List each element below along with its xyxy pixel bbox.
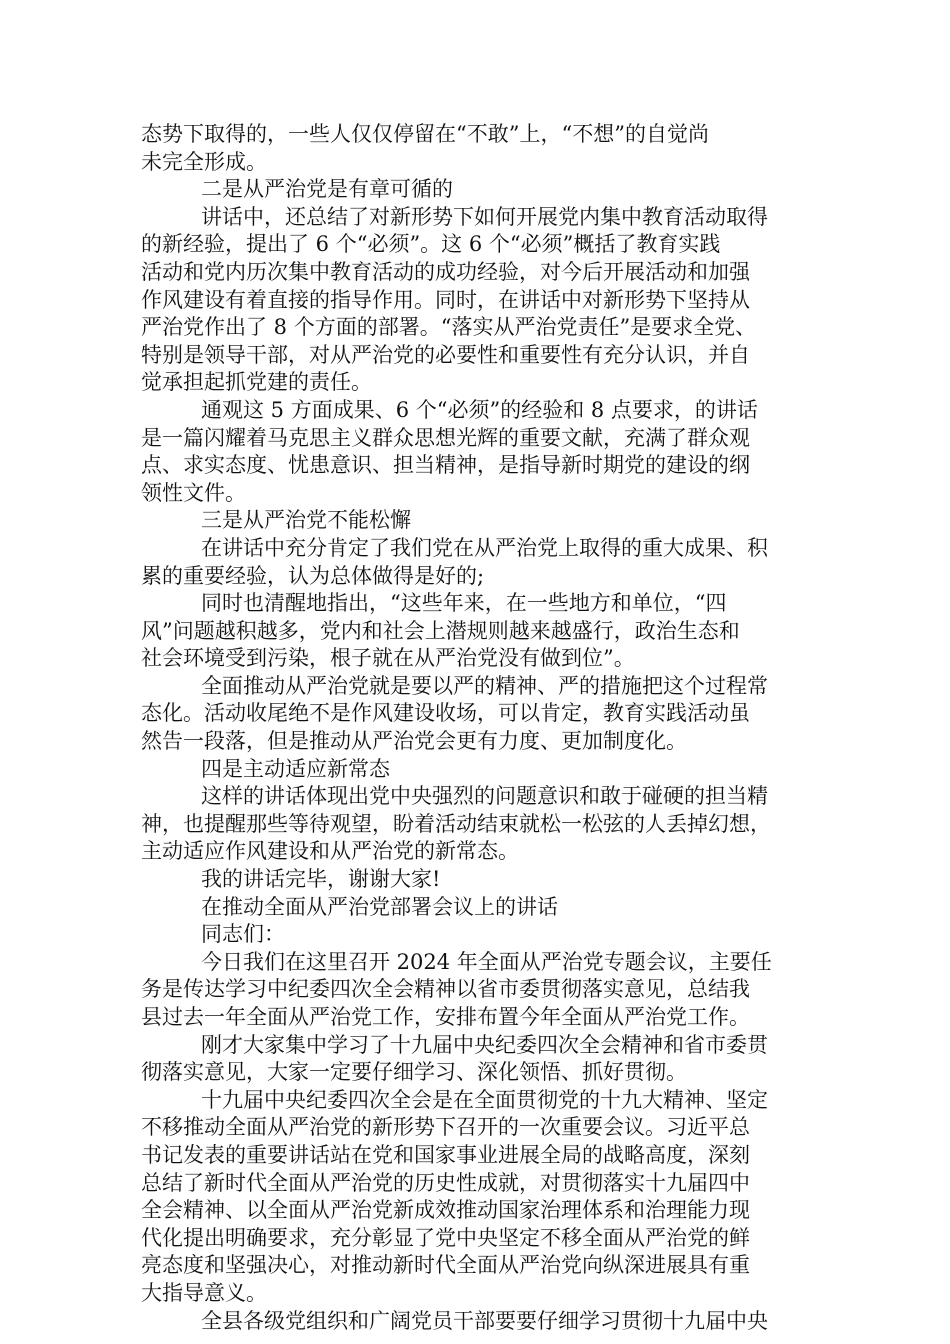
text-line: 然告一段落，但是推动从严治党会更有力度、更加制度化。: [141, 729, 687, 754]
text-line: 务是传达学习中纪委四次全会精神以省市委贯彻落实意见，总结我: [141, 977, 750, 1002]
text-line: 领性文件。: [141, 480, 246, 505]
text-line: 主动适应作风建设和从严治党的新常态。: [141, 839, 519, 864]
text-line: 代化提出明确要求，充分彰显了党中央坚定不移全面从严治党的鲜: [141, 1225, 750, 1250]
text-line: 全面推动从严治党就是要以严的精神、严的措施把这个过程常: [201, 673, 768, 698]
text-line: 通观这 5 方面成果、6 个“必须”的经验和 8 点要求，的讲话: [201, 397, 758, 422]
text-line: 风”问题越积越多，党内和社会上潜规则越来越盛行，政治生态和: [141, 618, 740, 643]
text-line: 今日我们在这里召开 2024 年全面从严治党专题会议，主要任: [201, 949, 772, 974]
text-line: 社会环境受到污染，根子就在从严治党没有做到位”。: [141, 646, 635, 671]
text-line: 不移推动全面从严治党的新形势下召开的一次重要会议。习近平总: [141, 1115, 750, 1140]
text-line: 亮态度和坚强决心，对推动新时代全面从严治党向纵深进展具有重: [141, 1253, 750, 1278]
text-line: 书记发表的重要讲话站在党和国家事业进展全局的战略高度，深刻: [141, 1142, 750, 1167]
text-line: 严治党作出了 8 个方面的部署。“落实从严治党责任”是要求全党、: [141, 315, 757, 340]
text-line: 这样的讲话体现出党中央强烈的问题意识和敢于碰硬的担当精: [201, 784, 768, 809]
text-line: 三是从严治党不能松懈: [201, 508, 411, 533]
text-line: 我的讲话完毕，谢谢大家!: [201, 867, 441, 892]
text-line: 特别是领导干部，对从严治党的必要性和重要性有充分认识，并自: [141, 342, 750, 367]
text-line: 十九届中央纪委四次全会是在全面贯彻党的十九大精神、坚定: [201, 1087, 768, 1112]
text-line: 态势下取得的，一些人仅仅停留在“不敢”上，“不想”的自觉尚: [141, 122, 709, 146]
text-line: 全县各级党组织和广阔党员干部要要仔细学习贯彻十九届中央: [201, 1308, 768, 1333]
text-line: 是一篇闪耀着马克思主义群众思想光辉的重要文献，充满了群众观: [141, 425, 750, 450]
text-line: 同时也清醒地指出，“这些年来，在一些地方和单位，“四: [201, 591, 727, 616]
text-line: 总结了新时代全面从严治党的历史性成就，对贯彻落实十九届四中: [141, 1170, 750, 1195]
text-line: 作风建设有着直接的指导作用。同时，在讲话中对新形势下坚持从: [141, 287, 750, 312]
text-line: 累的重要经验，认为总体做得是好的;: [141, 563, 485, 588]
text-line: 活动和党内历次集中教育活动的成功经验，对今后开展活动和加强: [141, 259, 750, 284]
document-page: [141, 121, 811, 1335]
text-line: 刚才大家集中学习了十九届中央纪委四次全会精神和省市委贯: [201, 1032, 768, 1057]
text-line: 在推动全面从严治党部署会议上的讲话: [201, 894, 558, 919]
text-line: 彻落实意见，大家一定要仔细学习、深化领悟、抓好贯彻。: [141, 1060, 687, 1085]
text-line: 县过去一年全面从严治党工作，安排布置今年全面从严治党工作。: [141, 1005, 750, 1029]
text-line: 神，也提醒那些等待观望，盼着活动结束就松一松弦的人丢掉幻想，: [141, 811, 771, 836]
text-line: 二是从严治党是有章可循的: [201, 177, 453, 202]
text-line: 大指导意义。: [141, 1280, 267, 1305]
text-line: 在讲话中充分肯定了我们党在从严治党上取得的重大成果、积: [201, 535, 768, 560]
text-line: 的新经验，提出了 6 个“必须”。这 6 个“必须”概括了教育实践: [141, 232, 721, 257]
text-line: 同志们：: [201, 922, 285, 947]
text-line: 觉承担起抓党建的责任。: [141, 370, 372, 395]
text-line: 点、求实态度、忧患意识、担当精神，是指导新时期党的建设的纲: [141, 453, 750, 478]
text-line: 四是主动适应新常态: [201, 756, 390, 781]
text-line: 态化。活动收尾绝不是作风建设收场，可以肯定，教育实践活动虽: [141, 701, 750, 726]
text-line: 讲话中，还总结了对新形势下如何开展党内集中教育活动取得: [201, 204, 768, 229]
text-line: 未完全形成。: [141, 149, 267, 174]
text-line: 全会精神、以全面从严治党新成效推动国家治理体系和治理能力现: [141, 1198, 750, 1223]
